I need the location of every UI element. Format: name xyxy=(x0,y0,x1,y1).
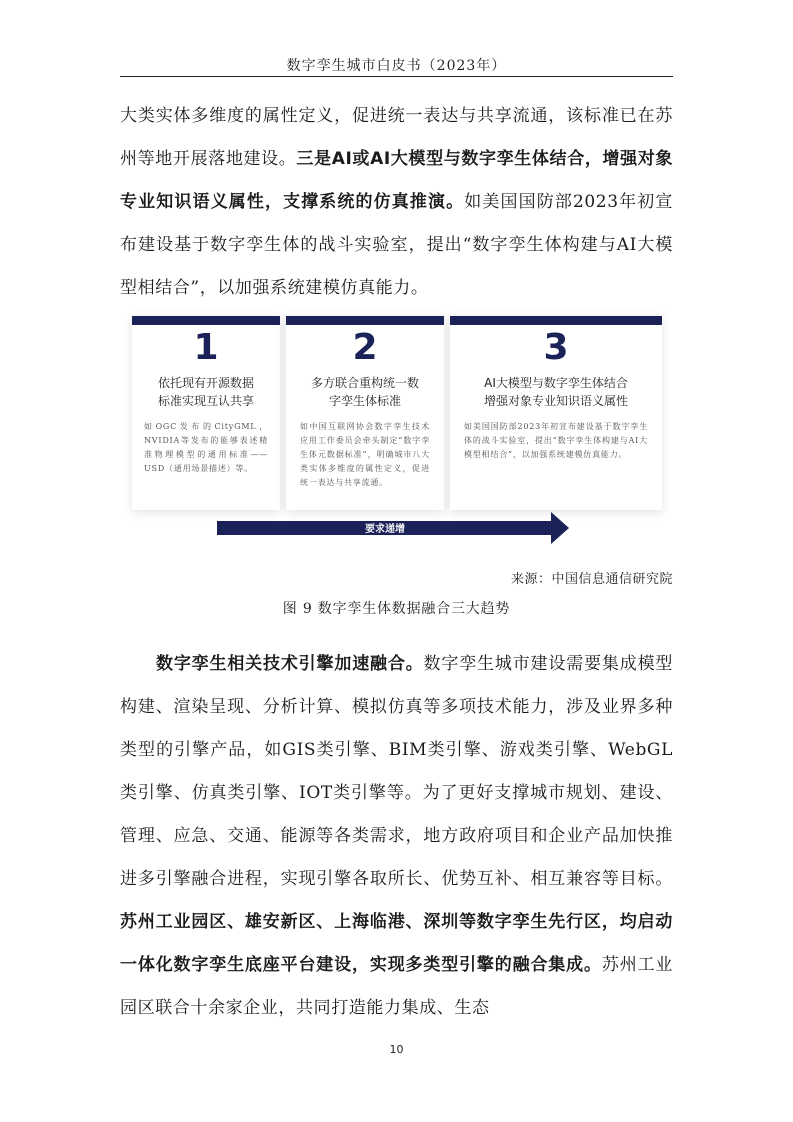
para2-bold-sentence: 苏州工业园区、雄安新区、上海临港、深圳等数字孪生先行区，均启动一体化数字孪生底座平台建设，实现多类型引擎的融合集成。 xyxy=(120,912,673,975)
page-number: 10 xyxy=(389,1043,404,1056)
card-title-line-1: 多方联合重构统一数 xyxy=(310,376,419,390)
card-top-bar xyxy=(450,316,662,325)
card-number: 2 xyxy=(352,327,378,368)
trend-card-2 xyxy=(286,316,444,510)
card-title xyxy=(290,374,440,410)
card-description: 如中国互联网协会数字孪生技术应用工作委员会牵头制定“数字孪生体元数据标准”，明确城市八大类实体多维度的属性定义，促进统一表达与共享流通。 xyxy=(300,422,430,487)
paragraph-1 xyxy=(120,95,673,310)
card-top-bar xyxy=(132,316,280,325)
para1-sentence-3: 如美国国防部2023年初宣布建设基于数字孪生体的战斗实验室，提出“数字孪生体构建与AI大模型相结合”，以加强系统建模仿真能力。 xyxy=(120,192,673,298)
card-title-line-1: 依托现有开源数据 xyxy=(157,376,254,390)
trend-card-1 xyxy=(132,316,280,510)
para1-bold-sentence: 三是AI或AI大模型与数字孪生体结合，增强对象专业知识语义属性，支撑系统的仿真推演。 xyxy=(120,149,674,212)
card-title-line-2: 标准实现互认共享 xyxy=(157,394,254,408)
card-description: 如OGC发布的CityGML，NVIDIA等发布的能够表述精准物理模型的通用标准——USD（通用场景描述）等。 xyxy=(144,422,268,473)
header-title: 数字孪生城市白皮书（2023年） xyxy=(286,58,507,74)
para2-sentence-4: 苏州工业园区联合十余家企业，共同打造能力集成、生态 xyxy=(120,955,673,1018)
figure-source: 来源：中国信息通信研究院 xyxy=(510,572,673,587)
card-title-line-2: 字孪生体标准 xyxy=(328,394,401,408)
card-number: 3 xyxy=(543,327,569,368)
card-number: 1 xyxy=(193,327,219,368)
card-title xyxy=(136,374,276,410)
para1-sentence-1: 大类实体多维度的属性定义，促进统一表达与共享流通，该标准已在苏州等地开展落地建设。 xyxy=(120,106,673,169)
card-title xyxy=(454,374,658,410)
card-title-line-1: AI大模型与数字孪生体结合 xyxy=(484,376,628,390)
trend-figure xyxy=(132,316,664,548)
card-top-bar xyxy=(286,316,444,325)
card-title-line-2: 增强对象专业知识语义属性 xyxy=(483,394,628,408)
para2-sentence-2: 数字孪生城市建设需要集成模型构建、渲染呈现、分析计算、模拟仿真等多项技术能力，涉及业界多种类型的引擎产品，如GIS类引擎、BIM类引擎、游戏类引擎、WebGL类引擎、仿真类引擎、IOT类引擎等。为了更好支撑城市规划、建设、管理、应急、交通、能源等各类需求，地方政府项目和企业产品加快推进多引擎融合进程，实现引擎各取所长、优势互补、相互兼容等目标。 xyxy=(120,654,674,889)
paragraph-2 xyxy=(120,643,673,1030)
para2-bold-lead: 数字孪生相关技术引擎加速融合。 xyxy=(156,654,424,674)
arrow-label: 要求递增 xyxy=(365,524,405,535)
increasing-requirements-arrow xyxy=(217,512,569,544)
trend-card-3 xyxy=(450,316,662,510)
figure-caption: 图 9 数字孪生体数据融合三大趋势 xyxy=(282,601,511,617)
card-description: 如美国国防部2023年初宣布建设基于数字孪生体的战斗实验室，提出“数字孪生体构建与AI大模型相结合”，以加强系统建模仿真能力。 xyxy=(464,422,648,459)
header-rule xyxy=(120,76,673,77)
